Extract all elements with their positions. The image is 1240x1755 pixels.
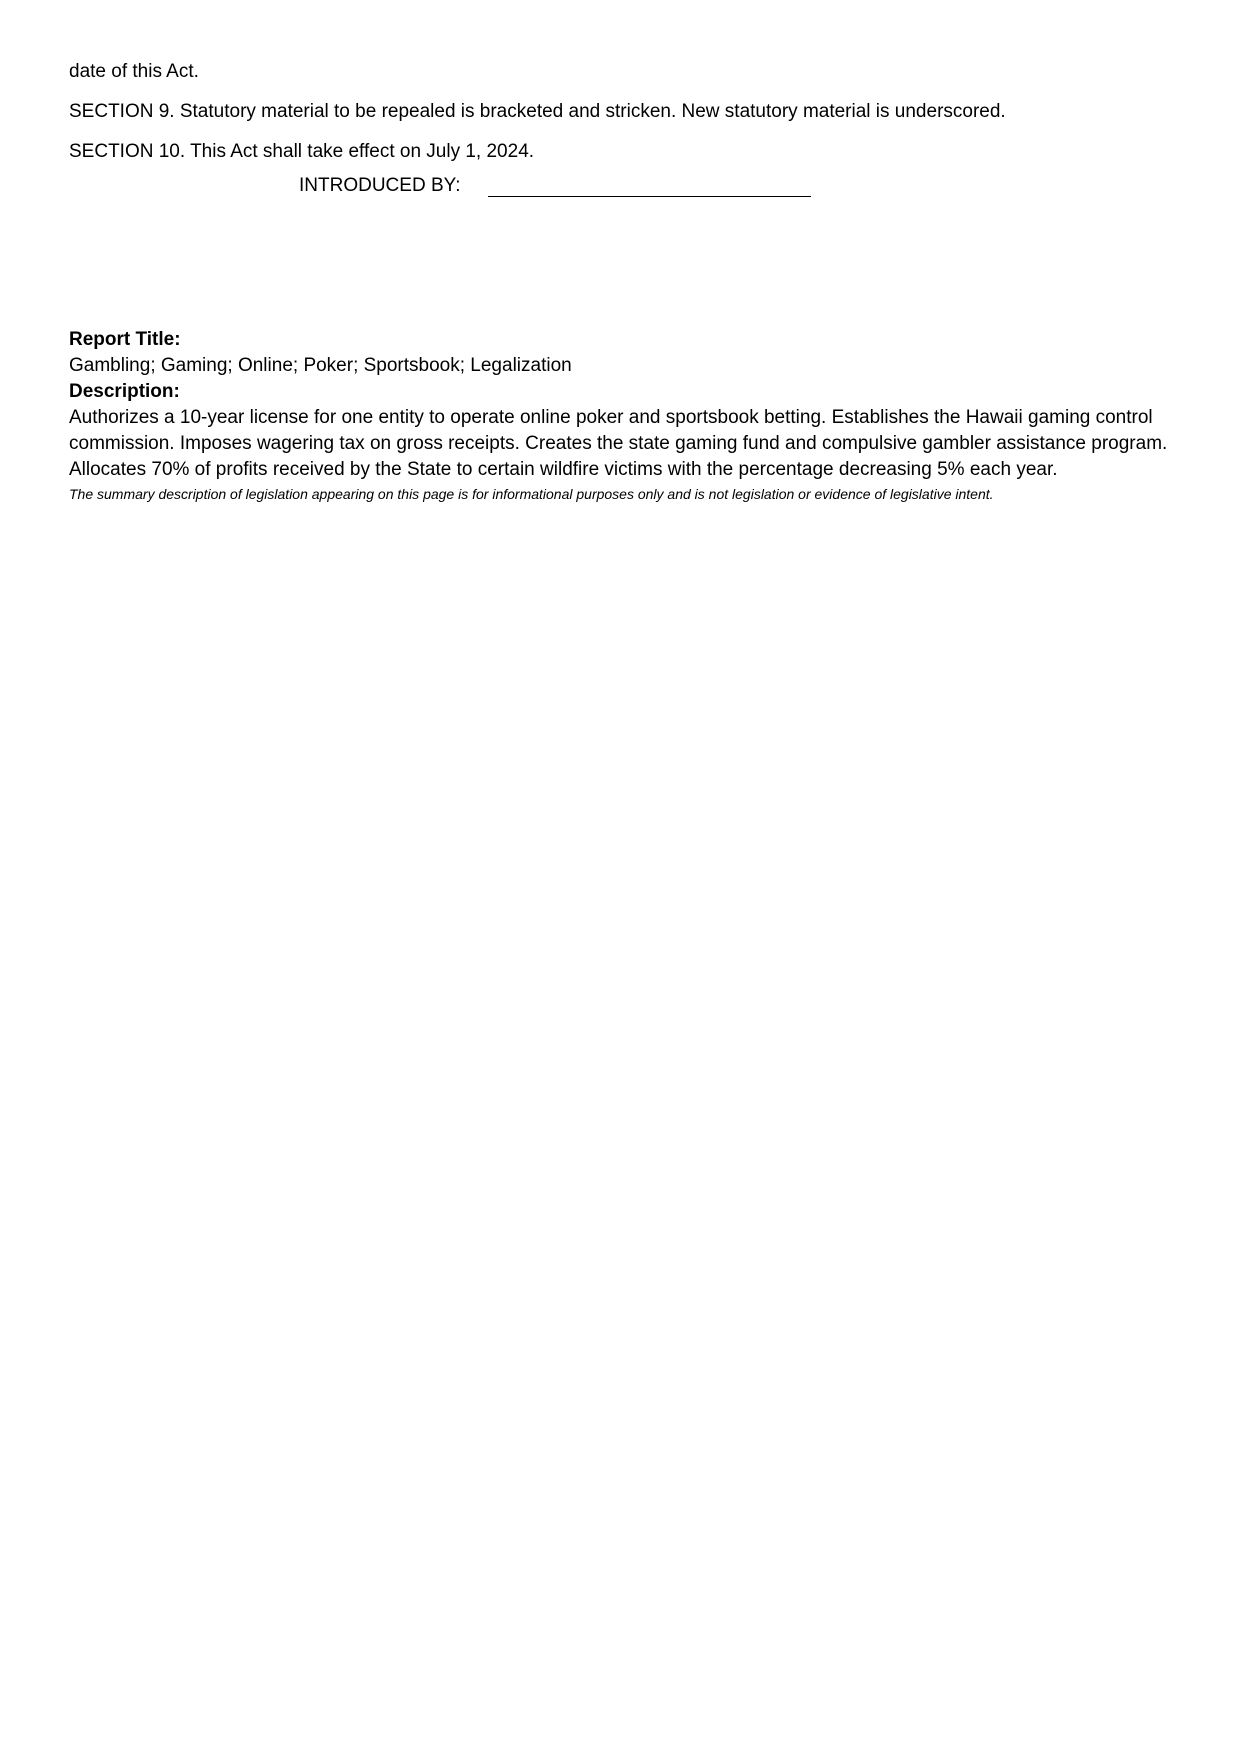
- text-line-continuation: date of this Act.: [69, 61, 199, 82]
- section-9-text: SECTION 9. Statutory material to be repealed is bracketed and stricken. New statutory material is underscored.: [69, 101, 1006, 122]
- report-title-label: Report Title:: [69, 329, 181, 350]
- disclaimer-text: The summary description of legislation appearing on this page is for informational purposes only and is not legislation or evidence of legislative intent.: [69, 486, 994, 502]
- report-title: Gambling; Gaming; Online; Poker; Sportsbook; Legalization: [69, 355, 572, 376]
- description-text: Authorizes a 10-year license for one entity to operate online poker and sportsbook betting. Establishes the Hawaii gaming control commission. Imposes wagering tax on gross receipts. Creates the state gaming fund and compulsive gambler assistance program. Allocates 70% of profits received by the State to certain wildfire victims with the percentage decreasing 5% each year.: [69, 407, 1168, 480]
- introduced-by-label: INTRODUCED BY:: [299, 175, 461, 196]
- signature-line: [488, 196, 811, 197]
- bill-digest: [69, 327, 1189, 504]
- section-10-text: SECTION 10. This Act shall take effect on July 1, 2024.: [69, 141, 535, 162]
- description-label: Description:: [69, 381, 180, 402]
